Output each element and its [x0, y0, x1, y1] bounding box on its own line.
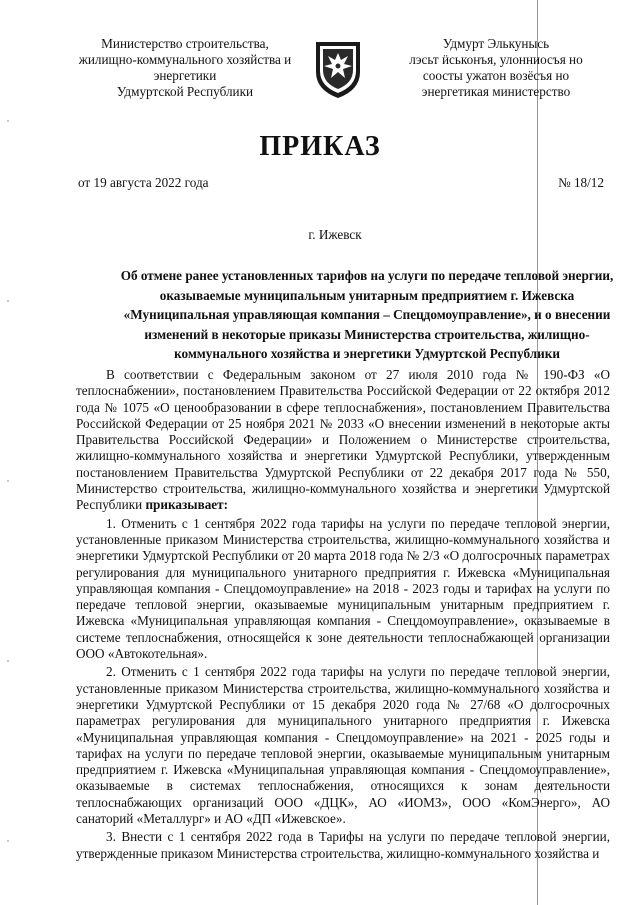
order-date: от 19 августа 2022 года: [78, 175, 209, 190]
ministry-line: энергетики: [153, 68, 217, 83]
ministry-line: Министерство строительства,: [101, 36, 269, 51]
preamble-bold: приказывает:: [145, 497, 229, 513]
order-heading: Об отмене ранее установленных тарифов на услуги по передаче тепловой энергии, оказываемые муниципальным унитарным предприятием г. Ижевска «Муниципальная управляющая компания – Спецдомоуправление», и о внесении изменений в некоторые приказы Министерства строительства, жилищно-коммунального хозяйства и энергетики Удмуртской Республики: [120, 268, 614, 361]
ministry-line: энергетикая министерство: [421, 84, 571, 99]
order-number: № 18/12: [558, 175, 604, 190]
order-city: г. Ижевск: [308, 227, 362, 242]
order-item-1: 1. Отменить с 1 сентября 2022 года тарифы на услуги по передаче тепловой энергии, установленные приказом Министерства строительства, жилищно-коммунального хозяйства и энергетики Удмуртской Республики от 20 марта 2018 года № 2/3 «О долгосрочных параметрах регулирования для муниципального унитарного предприятия г. Ижевска «Муниципальная управляющая компания - Спецдомоуправление» на 2018 - 2023 годы и тарифах на услуги по передаче тепловой энергии, оказываемые муниципальным унитарным предприятием г. Ижевска «Муниципальная управляющая компания - Спецдомоуправление», оказываемые в системе теплоснабжения, относящейся к зоне деятельности теплоснабжающей организации ООО «Автокотельная».: [76, 515, 610, 662]
ministry-name-udmurt: [378, 36, 614, 100]
ministry-line: жилищно-коммунального хозяйства и: [78, 52, 292, 67]
ministry-line: Удмурт Элькунысь: [442, 36, 550, 51]
order-item-2: 2. Отменить с 1 сентября 2022 года тарифы на услуги по передаче тепловой энергии, установленные приказом Министерства строительства, жилищно-коммунального хозяйства и энергетики Удмуртской Республики от 15 декабря 2020 года № 27/68 «О долгосрочных параметрах регулирования для муниципального унитарного предприятия г. Ижевска «Муниципальная управляющая компания - Спецдомоуправление» на 2021 - 2025 годы и тарифах на услуги по передаче тепловой энергии, оказываемые муниципальным унитарным предприятием г. Ижевска «Муниципальная управляющая компания - Спецдомоуправление», оказываемые в системах теплоснабжения, относящихся к зонам деятельности теплоснабжающих организаций ООО «ДЦК», АО «ИОМЗ», ООО «КомЭнерго», АО санаторий «Металлург» и АО «ДП «Ижевское».: [76, 664, 610, 827]
ministry-name-russian: [62, 36, 308, 100]
document-title: ПРИКАЗ: [259, 131, 381, 162]
ministry-line: соосты ужатон возёсъя но: [422, 68, 570, 83]
preamble-text: В соответствии с Федеральным законом от 27 июля 2010 года № 190-ФЗ «О теплоснабжении», постановлением Правительства Российской Федерации от 22 октября 2012 года № 1075 «О ценообразовании в сфере теплоснабжения», постановлением Правительства Российской Федерации от 25 ноября 2021 № 2033 «О внесении изменений в некоторые акты Правительства Российской Федерации» и Положением о Министерстве строительства, жилищно-коммунального хозяйства и энергетики Удмуртской Республики, утвержденным постановлением Правительства Удмуртской Республики от 22 декабря 2017 года № 550, Министерство строительства, жилищно-коммунального хозяйства и энергетики Удмуртской Республики: [76, 367, 610, 513]
order-item-3: 3. Внести с 1 сентября 2022 года в Тарифы на услуги по передаче тепловой энергии, утвержденные приказом Министерства строительства, жилищно-коммунального хозяйства и: [76, 829, 610, 861]
udmurt-coat-of-arms-icon: [312, 38, 364, 100]
ministry-line: лэсьт ӥськонъя, улонниосъя но: [409, 52, 583, 67]
ministry-line: Удмуртской Республики: [116, 84, 254, 99]
order-body: [76, 367, 610, 862]
preamble-paragraph: [76, 367, 610, 514]
